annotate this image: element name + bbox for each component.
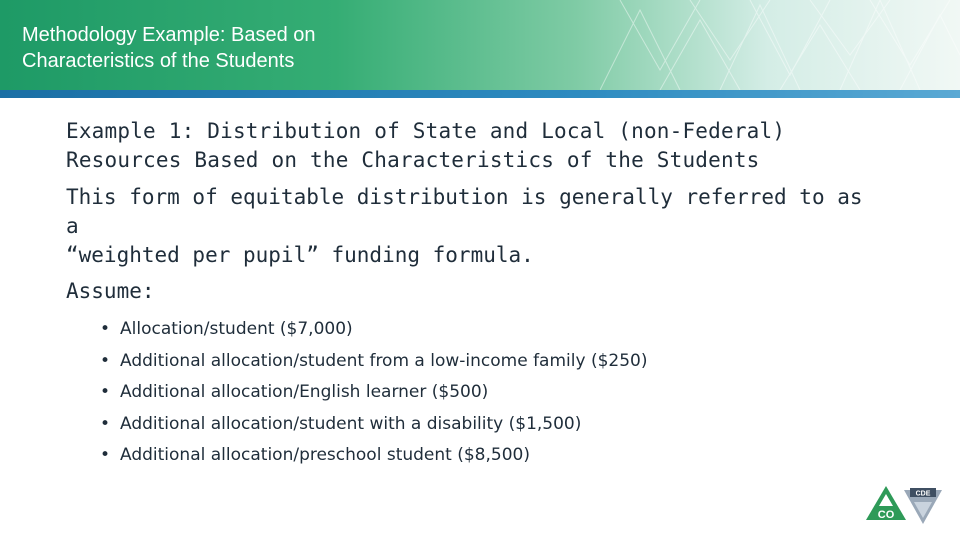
list-item-text: Additional allocation/English learner ($500): [120, 382, 489, 402]
cde-logo-icon: [866, 486, 946, 528]
slide-title: [22, 22, 442, 74]
list-item-text: Allocation/student ($7,000): [120, 319, 353, 339]
description-line-2: “weighted per pupil” funding formula.: [66, 243, 534, 267]
assumption-list: [100, 314, 926, 472]
slide-body: [66, 117, 926, 472]
list-item-text: Additional allocation/student from a low-income family ($250): [120, 350, 648, 371]
description-line-1: This form of equitable distribution is generally referred to as a: [66, 185, 863, 238]
list-item: [100, 440, 926, 472]
assume-label: Assume:: [66, 279, 155, 303]
header-accent-bar: [0, 90, 960, 98]
list-item: [100, 377, 926, 409]
logo-cde-text: CDE: [915, 490, 931, 498]
example-heading-line-1: Example 1: Distribution of State and Local (non-Federal): [66, 119, 786, 143]
slide-title-line-2: Characteristics of the Students: [22, 50, 295, 72]
triangle-pattern-decoration: [600, 0, 960, 90]
example-heading: [66, 117, 926, 175]
slide-title-line-1: Methodology Example: Based on: [22, 24, 316, 46]
list-item: [100, 346, 926, 378]
list-item: [100, 314, 926, 346]
bullet-icon: •: [100, 413, 111, 434]
bullet-icon: •: [100, 382, 111, 402]
list-item-text: Additional allocation/preschool student ($8,500): [120, 445, 530, 465]
logo-co-text: CO: [877, 509, 895, 521]
example-heading-line-2: Resources Based on the Characteristics of the Students: [66, 148, 760, 172]
description-paragraph: [66, 183, 866, 270]
list-item-text: Additional allocation/student with a disability ($1,500): [120, 413, 582, 434]
list-item: [100, 409, 926, 441]
bullet-icon: •: [100, 350, 111, 371]
bullet-icon: •: [100, 445, 111, 465]
bullet-icon: •: [100, 319, 111, 339]
header-banner: [0, 0, 960, 90]
